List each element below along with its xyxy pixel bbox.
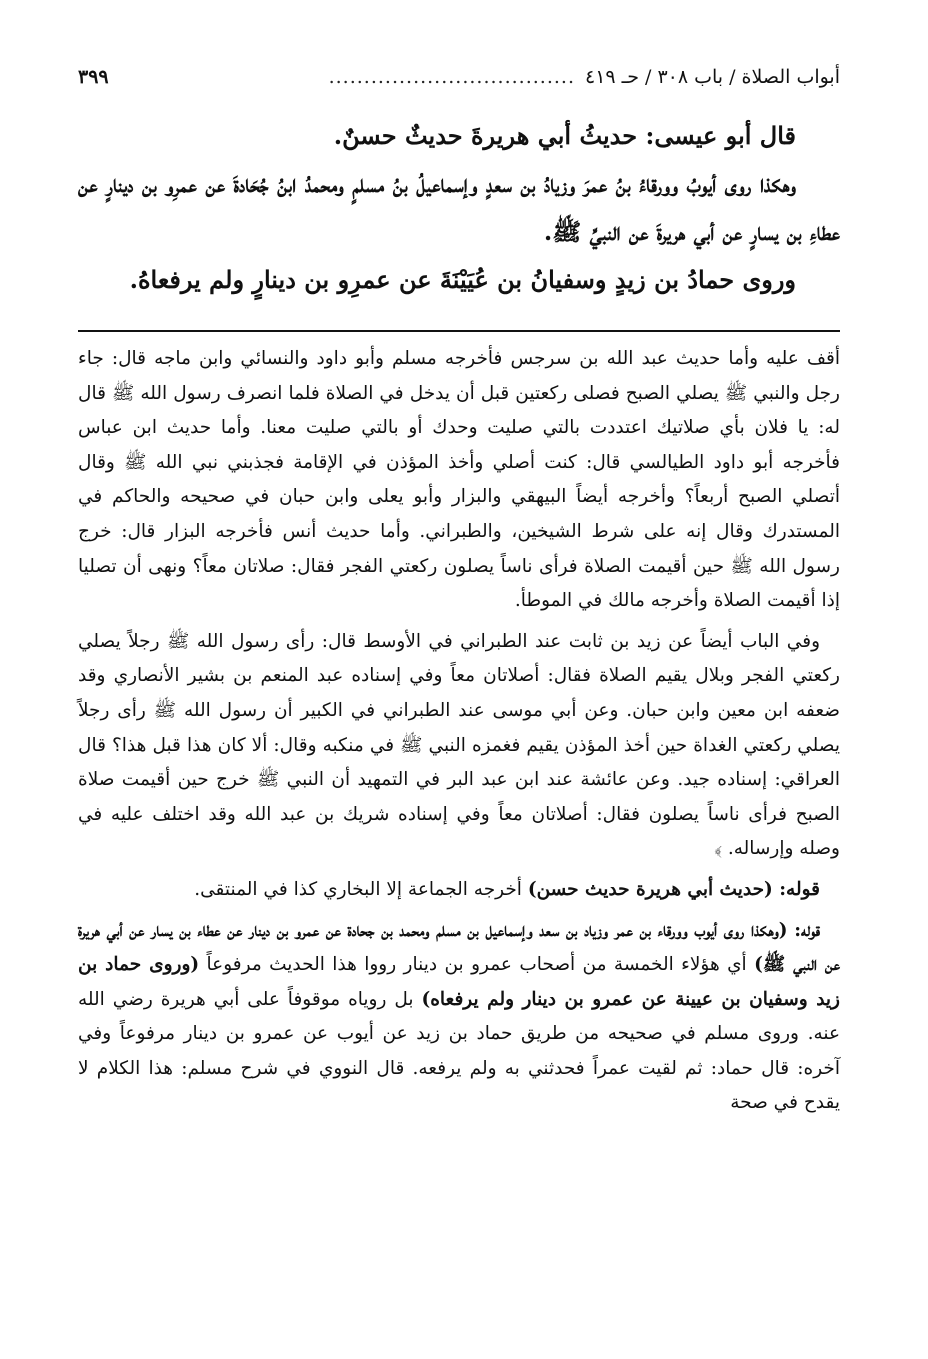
running-header [78, 62, 840, 92]
quoted-phrase: (وروى حماد بن زيد وسفيان بن عيينة عن عمرو بن دينار ولم يرفعاه) [78, 954, 840, 1010]
quoted-phrase: قوله: (حديث أبي هريرة حديث حسن) [527, 878, 820, 900]
text-commentary-separator [78, 330, 840, 332]
main-text [78, 112, 840, 304]
commentary-paragraph-4 [78, 914, 840, 1122]
commentary-text: أي هؤلاء الخمسة من أصحاب عمرو بن دينار رووا هذا الحديث مرفوعاً [199, 954, 755, 976]
commentary-text: أخرجه الجماعة إلا البخاري كذا في المنتقى. [194, 878, 528, 900]
quoted-phrase: قوله: (وهكذا روى أيوب وورقاء بن عمر وزياد بن سعد وإسماعيل بن مسلم ومحمد بن جحادة عن عمرو بن دينار عن عطاء بن يسار عن أبي هريرة عن النبي ﷺ) [78, 919, 841, 976]
commentary-text: بل روياه موقوفاً على أبي هريرة رضي الله عنه. وروى مسلم في صحيحه من طريق حماد بن زيد عن أيوب عن عمرو بن دينار مرفوعاً وفي آخره: قال حماد: ثم لقيت عمراً فحدثني به ولم يرفعه. قال النووي في شرح مسلم: هذا الكلام لا يقدح في صحة [78, 988, 840, 1114]
commentary-paragraph-3 [78, 873, 840, 908]
page-number: ٣٩٩ [78, 66, 109, 88]
main-paragraph-2: وهكذا روى أيوبُ وورقاءُ بنُ عمرَ وزيادُ بن سعدٍ وإسماعيلُ بنُ مسلمٍ ومحمدُ ابنُ جُحَادةَ عن عمرِو بن دينارٍ عن عطاءِ بن يسارٍ عن أبي هريرةَ عن النبيِّ ﷺ. [78, 169, 840, 246]
book-page [78, 62, 840, 1127]
commentary-paragraph-1: أقف عليه وأما حديث عبد الله بن سرجس فأخرجه مسلم وأبو داود والنسائي وابن ماجه قال: جاء رجل والنبي ﷺ يصلي الصبح فصلى ركعتين قبل أن يدخل في الصلاة فلما انصرف رسول الله ﷺ قال له: يا فلان بأي صلاتيك اعتددت بالتي صليت وحدك أو بالتي صليت معنا. وأما حديث ابن عباس فأخرجه أبو داود الطيالسي قال: كنت أصلي وأخذ المؤذن في الإقامة فجذبني نبي الله ﷺ وقال أتصلي الصبح أربعاً؟ وأخرجه أيضاً البيهقي والبزار وأبو يعلى وابن حبان في صحيحه والحاكم في المستدرك وقال إنه على شرط الشيخين، والطبراني. وأما حديث أنس فأخرجه البزار قال: خرج رسول الله ﷺ حين أقيمت الصلاة فرأى ناساً يصلون ركعتي الفجر فقال: صلاتان معاً؟ ونهى أن تصليا إذا أقيمت الصلاة وأخرجه مالك في الموطأ. [78, 348, 840, 612]
main-paragraph-1: قال أبو عيسى: حديثُ أبي هريرةَ حديثٌ حسنٌ. [333, 121, 796, 150]
commentary [78, 342, 840, 1121]
header-leader-dots: ................................... [328, 66, 575, 88]
main-paragraph-3: وروى حمادُ بن زيدٍ وسفيانُ بن عُيَيْنَةَ عن عمرِو بن دينارٍ ولم يرفعاهُ. [129, 265, 796, 294]
header-title: أبواب الصلاة / باب ٣٠٨ / حـ ٤١٩ [584, 66, 840, 88]
commentary-paragraph-2: وفي الباب أيضاً عن زيد بن ثابت عند الطبراني في الأوسط قال: رأى رسول الله ﷺ رجلاً يصلي ركعتي الفجر وبلال يقيم الصلاة فقال: أصلاتان معاً وفي إسناده عبد المنعم بن بشير الأنصاري وقد ضعفه ابن معين وابن حبان. وعن أبي موسى عند الطبراني في الكبير أن رسول الله ﷺ رأى رجلاً يصلي ركعتي الغداة حين أخذ المؤذن يقيم فغمزه النبي ﷺ في منكبه وقال: ألا كان هذا قبل هذا؟ قال العراقي: إسناده جيد. وعن عائشة عند ابن عبد البر في التمهيد أن النبي ﷺ خرج حين أقيمت صلاة الصبح فرأى ناساً يصلون فقال: أصلاتان معاً وفي إسناده شريك بن عبد الله وقد اختلف عليه في وصله وإرساله. ﴾ [78, 630, 840, 860]
